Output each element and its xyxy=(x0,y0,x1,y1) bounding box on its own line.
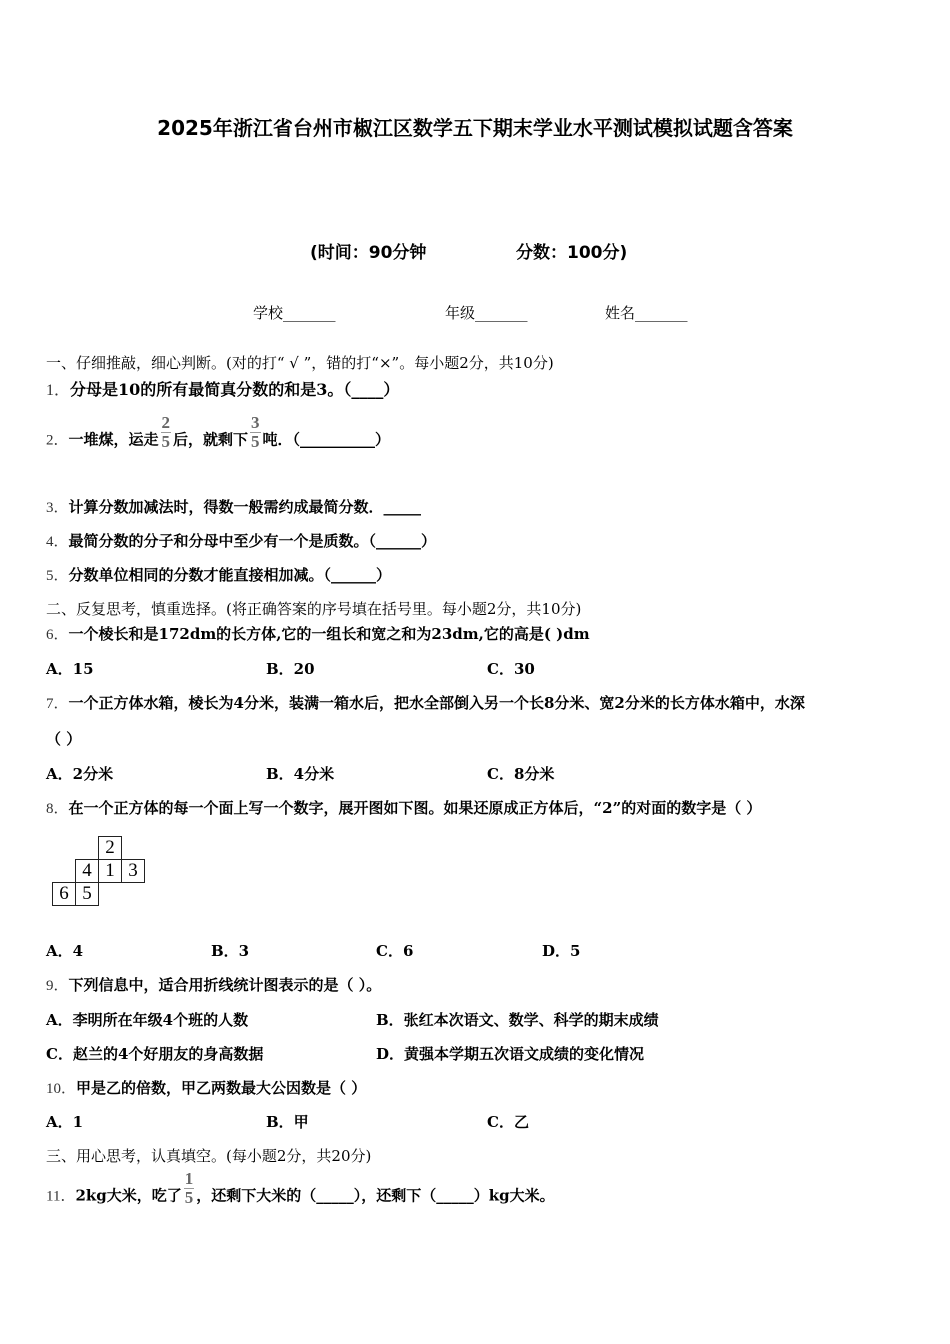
question-number: 4． xyxy=(46,534,69,550)
denominator: 5 xyxy=(161,432,171,451)
numerator: 1 xyxy=(184,1169,194,1188)
option-a: A．李明所在年级4个班的人数 xyxy=(46,1011,249,1029)
question-text: ，还剩下大米的（_____），还剩下（_____）kg大米。 xyxy=(196,1186,555,1205)
question-11 xyxy=(46,1169,555,1215)
option-b: B．20 xyxy=(266,660,315,678)
question-number: 7． xyxy=(46,696,69,712)
question-text: 一个正方体水箱，棱长为4分米，装满一箱水后，把水全部倒入另一个长8分米、宽2分米的长方体水箱中，水深 xyxy=(68,694,805,712)
question-7-blank: （ ） xyxy=(46,730,82,748)
option-d: D．5 xyxy=(542,942,581,960)
option-c: C．8分米 xyxy=(487,765,555,783)
name-field[interactable]: 姓名_______ xyxy=(605,304,688,322)
question-number: 2． xyxy=(46,432,69,449)
page-title: 2025年浙江省台州市椒江区数学五下期末学业水平测试模拟试题含答案 xyxy=(157,116,793,140)
school-field[interactable]: 学校_______ xyxy=(253,304,336,322)
question-number: 5． xyxy=(46,568,69,584)
exam-score: 分数：100分) xyxy=(516,243,628,263)
exam-time: (时间：90分钟 xyxy=(310,243,427,263)
question-3 xyxy=(46,496,421,517)
net-cell: 6 xyxy=(52,882,76,906)
question-8 xyxy=(46,797,761,818)
option-a: A．4 xyxy=(46,942,84,960)
question-number: 6． xyxy=(46,627,69,643)
question-7 xyxy=(46,692,805,713)
question-text: 在一个正方体的每一个面上写一个数字，展开图如下图。如果还原成正方体后，“2”的对面的数字是（ ） xyxy=(68,799,762,817)
fraction xyxy=(184,1170,195,1207)
grade-field[interactable]: 年级_______ xyxy=(445,304,528,322)
numerator: 2 xyxy=(161,413,171,432)
option-a: A．2分米 xyxy=(46,765,114,783)
question-text: 一个棱长和是172dm的长方体,它的一组长和宽之和为23dm,它的高是( )dm xyxy=(68,625,590,643)
section-2-heading: 二、反复思考，慎重选择。(将正确答案的序号填在括号里。每小题2分，共10分) xyxy=(46,600,582,618)
denominator: 5 xyxy=(251,432,260,451)
question-number: 9． xyxy=(46,978,69,994)
question-text: 吨．（__________） xyxy=(262,430,391,449)
question-text: 分数单位相同的分数才能直接相加减。（______） xyxy=(68,566,392,584)
option-a: A．15 xyxy=(46,660,94,678)
denominator: 5 xyxy=(184,1188,194,1207)
question-5 xyxy=(46,564,391,585)
numerator: 3 xyxy=(251,413,260,432)
question-text: 计算分数加减法时，得数一般需约成最简分数．_____ xyxy=(68,498,422,516)
question-text: 2kg大米，吃了 xyxy=(75,1186,182,1205)
option-c: C．赵兰的4个好朋友的身高数据 xyxy=(46,1045,264,1063)
net-cell: 3 xyxy=(121,859,145,883)
question-9 xyxy=(46,974,381,995)
net-cell: 2 xyxy=(98,836,122,860)
question-number: 8． xyxy=(46,801,69,817)
section-1-heading: 一、仔细推敲，细心判断。(对的打“ √ ”，错的打“×”。每小题2分，共10分) xyxy=(46,354,554,372)
question-number: 1． xyxy=(46,382,71,399)
option-c: C．乙 xyxy=(487,1113,529,1131)
question-text: 一堆煤，运走 xyxy=(68,430,159,449)
question-text: 甲是乙的倍数，甲乙两数最大公因数是（ ） xyxy=(76,1079,367,1097)
net-cell: 4 xyxy=(75,859,99,883)
question-number: 10． xyxy=(46,1081,77,1097)
question-number: 11． xyxy=(46,1188,76,1205)
question-text: 最简分数的分子和分母中至少有一个是质数。（______） xyxy=(68,532,437,550)
fraction xyxy=(161,414,172,451)
question-text: 分母是10的所有最简真分数的和是3。（____） xyxy=(70,380,400,399)
section-3-heading: 三、用心思考，认真填空。(每小题2分，共20分) xyxy=(46,1147,372,1165)
question-text: 后，就剩下 xyxy=(173,430,249,449)
option-d: D．黄强本学期五次语文成绩的变化情况 xyxy=(376,1045,645,1063)
question-text: 下列信息中，适合用折线统计图表示的是（ ）。 xyxy=(68,976,382,994)
net-cell: 5 xyxy=(75,882,99,906)
option-b: B．3 xyxy=(211,942,250,960)
question-6 xyxy=(46,623,590,644)
question-10 xyxy=(46,1077,366,1098)
question-2 xyxy=(46,413,391,459)
fraction xyxy=(250,414,261,451)
option-c: C．30 xyxy=(487,660,535,678)
option-b: B．张红本次语文、数学、科学的期末成绩 xyxy=(376,1011,659,1029)
net-cell: 1 xyxy=(98,859,122,883)
question-number: 3． xyxy=(46,500,69,516)
option-a: A．1 xyxy=(46,1113,84,1131)
option-c: C．6 xyxy=(376,942,414,960)
question-1 xyxy=(46,377,399,400)
option-b: B．甲 xyxy=(266,1113,309,1131)
option-b: B．4分米 xyxy=(266,765,335,783)
question-4 xyxy=(46,530,436,551)
